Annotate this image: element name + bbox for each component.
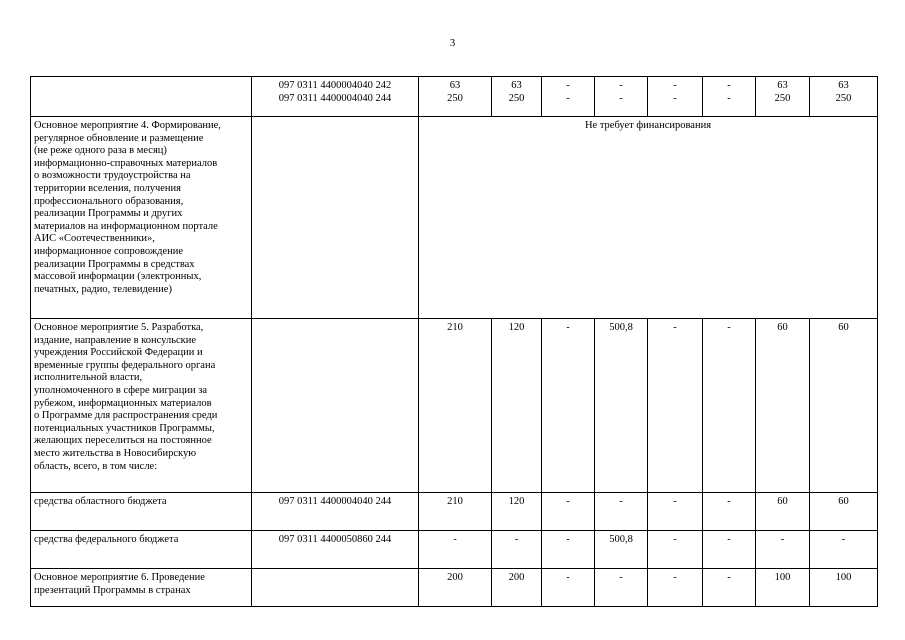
value-cell: 100 (756, 569, 810, 607)
table-row (31, 531, 878, 569)
table-row (31, 77, 878, 117)
row-budget-code (252, 319, 419, 493)
value-cell: - (542, 319, 595, 493)
value-cell: - (595, 569, 648, 607)
value-line: 250 (447, 92, 463, 104)
row-budget-code (252, 77, 419, 117)
value-cell: 500,8 (595, 531, 648, 569)
value-cell (542, 77, 595, 117)
value-cell: - (648, 531, 703, 569)
value-cell: - (648, 319, 703, 493)
row-budget-code (252, 117, 419, 319)
value-cell (703, 77, 756, 117)
table-row (31, 493, 878, 531)
table-row (31, 117, 878, 319)
value-cell: - (703, 531, 756, 569)
row-budget-code: 097 0311 4400004040 244 (252, 493, 419, 531)
table-row (31, 569, 878, 607)
value-cell: 200 (492, 569, 542, 607)
value-cell (810, 77, 878, 117)
value-line: - (727, 80, 731, 91)
value-line: - (673, 80, 677, 91)
value-line: - (619, 92, 623, 104)
value-cell: - (542, 493, 595, 531)
value-cell (419, 77, 492, 117)
value-line: 250 (508, 92, 525, 104)
value-cell (756, 77, 810, 117)
value-line: 63 (777, 80, 788, 91)
value-cell: 60 (810, 319, 878, 493)
value-cell (492, 77, 542, 117)
value-line: 63 (511, 80, 522, 91)
value-cell: - (542, 531, 595, 569)
row-description: Основное мероприятие 6. Проведение презентаций Программы в странах (31, 569, 252, 607)
value-line: 250 (835, 92, 852, 104)
value-cell: 120 (492, 319, 542, 493)
value-cell: - (703, 319, 756, 493)
value-cell: 210 (419, 493, 492, 531)
value-cell: - (756, 531, 810, 569)
value-line: - (619, 80, 623, 91)
row-description: Основное мероприятие 4. Формирование, регулярное обновление и размещение (не реже одного раза в месяц) информационно-справочных материалов о возможности трудоустройства на территории вселения, получения профессионального образования, реализации Программы и других материалов на информационном портале АИС «Соотечественники», информационное сопровождение реализации Программы в средствах массовой информации (электронных, печатных, радио, телевидение) (31, 117, 252, 319)
value-cell: - (703, 569, 756, 607)
page-number: 3 (449, 37, 456, 49)
value-cell: - (595, 493, 648, 531)
funding-note: Не требует финансирования (419, 117, 878, 319)
budget-table (30, 76, 878, 607)
value-cell: 60 (810, 493, 878, 531)
value-cell: - (492, 531, 542, 569)
value-cell: 60 (756, 493, 810, 531)
value-line: - (673, 92, 677, 104)
budget-code-line: 097 0311 4400004040 244 (278, 92, 392, 104)
value-cell: 120 (492, 493, 542, 531)
row-description (31, 77, 252, 117)
row-description: средства областного бюджета (31, 493, 252, 531)
value-cell: - (542, 569, 595, 607)
table-row (31, 319, 878, 493)
value-cell: 200 (419, 569, 492, 607)
value-cell: - (648, 493, 703, 531)
value-line: - (727, 92, 731, 104)
value-line: 63 (449, 80, 461, 91)
value-cell (648, 77, 703, 117)
value-line: - (566, 92, 570, 104)
value-cell (595, 77, 648, 117)
value-cell: - (703, 493, 756, 531)
row-budget-code: 097 0311 4400050860 244 (252, 531, 419, 569)
value-cell: 100 (810, 569, 878, 607)
row-budget-code (252, 569, 419, 607)
budget-code-line: 097 0311 4400004040 242 (278, 80, 392, 91)
value-line: - (566, 80, 570, 91)
row-description: средства федерального бюджета (31, 531, 252, 569)
value-line: 250 (774, 92, 791, 104)
value-cell: 210 (419, 319, 492, 493)
value-cell: 500,8 (595, 319, 648, 493)
value-cell: - (648, 569, 703, 607)
value-cell: - (810, 531, 878, 569)
value-cell: 60 (756, 319, 810, 493)
value-line: 63 (838, 80, 849, 91)
row-description: Основное мероприятие 5. Разработка, издание, направление в консульские учреждения Российской Федерации и временные группы федерального органа исполнительной власти, уполномоченного в сфере миграции за рубежом, информационных материалов о Программе для распространения среди потенциальных участников Программы, желающих переселиться на постоянное место жительства в Новосибирскую область, всего, в том числе: (31, 319, 252, 493)
value-cell: - (419, 531, 492, 569)
